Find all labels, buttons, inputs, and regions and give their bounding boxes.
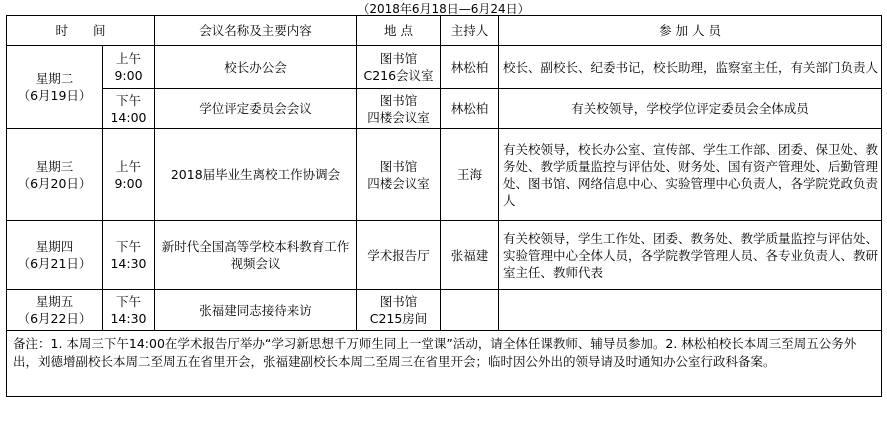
place-cell bbox=[357, 290, 441, 331]
host-name: 林松柏 bbox=[441, 89, 499, 129]
day-label: 星期三 bbox=[35, 158, 74, 174]
schedule-caption: （2018年6月18日—6月24日） bbox=[357, 2, 530, 16]
note-text: 备注：1. 本周三下午14:00在学术报告厅举办“学习新思想千万师生同上一堂课”活动，请全体任课教师、辅导员参加。2. 林松柏校长本周三至周五公务外出，刘德增副校长本周二至周五在省里开会，张福建副校长本周二至周三在省里开会；临时因公外出的领导请及时通知办公室行政科备案。 bbox=[7, 331, 882, 397]
date-label: （6月22日） bbox=[17, 311, 92, 326]
place-line-2: 四楼会议室 bbox=[367, 109, 430, 125]
table-row bbox=[7, 129, 882, 221]
period-label: 下午 bbox=[116, 92, 142, 108]
header-place: 地 点 bbox=[357, 16, 441, 46]
place-line-1: 图书馆 bbox=[379, 51, 418, 66]
header-row bbox=[7, 16, 882, 46]
attendees-text: 有关校领导，学生工作处、团委、教务处、教学质量监控与评估处、实验管理中心全体人员，各学院教学管理人员、各专业负责人、教研室主任、教师代表 bbox=[499, 221, 882, 290]
place-line-2: C215房间 bbox=[369, 311, 428, 326]
place-cell bbox=[357, 46, 441, 89]
host-name: 张福建 bbox=[441, 221, 499, 290]
host-name: 王海 bbox=[441, 129, 499, 221]
day-label: 星期五 bbox=[35, 294, 74, 309]
table-row bbox=[7, 46, 882, 89]
day-cell bbox=[7, 46, 103, 129]
meeting-name: 新时代全国高等学校本科教育工作视频会议 bbox=[155, 221, 357, 290]
day-cell bbox=[7, 129, 103, 221]
period-label: 下午 bbox=[116, 239, 142, 254]
attendees-text bbox=[499, 290, 882, 331]
day-label: 星期二 bbox=[35, 71, 74, 86]
attendees-text: 校长、副校长、纪委书记，校长助理，监察室主任，有关部门负责人 bbox=[499, 46, 882, 89]
host-name bbox=[441, 290, 499, 331]
place-cell bbox=[357, 221, 441, 290]
place-line-1: 图书馆 bbox=[379, 294, 418, 309]
header-attendees: 参 加 人 员 bbox=[499, 16, 882, 46]
place-line-1: 学术报告厅 bbox=[367, 247, 430, 263]
header-time: 时 间 bbox=[7, 16, 155, 46]
meeting-name: 2018届毕业生离校工作协调会 bbox=[155, 129, 357, 221]
meeting-name: 校长办公会 bbox=[155, 46, 357, 89]
attendees-text: 有关校领导，校长办公室、宣传部、学生工作部、团委、保卫处、教务处、教学质量监控与评估处、财务处、国有资产管理处、后勤管理处、图书馆、网络信息中心、实验管理中心负责人，各学院党政负责人 bbox=[499, 129, 882, 221]
place-line-1: 图书馆 bbox=[379, 158, 418, 174]
note-row bbox=[7, 331, 882, 397]
time-cell bbox=[103, 89, 155, 129]
meeting-name: 学位评定委员会会议 bbox=[155, 89, 357, 129]
table-row bbox=[7, 89, 882, 129]
time-cell bbox=[103, 46, 155, 89]
period-label: 下午 bbox=[116, 294, 142, 309]
period-label: 上午 bbox=[116, 158, 142, 174]
time-label: 14:00 bbox=[110, 109, 147, 125]
meeting-schedule-table bbox=[6, 15, 882, 397]
time-label: 9:00 bbox=[114, 68, 143, 83]
day-cell bbox=[7, 221, 103, 290]
attendees-text: 有关校领导，学校学位评定委员会全体成员 bbox=[499, 89, 882, 129]
date-label: （6月20日） bbox=[17, 175, 92, 191]
place-cell bbox=[357, 89, 441, 129]
time-label: 9:00 bbox=[114, 175, 143, 191]
date-label: （6月21日） bbox=[17, 256, 92, 271]
date-label: （6月19日） bbox=[17, 88, 92, 103]
day-cell bbox=[7, 290, 103, 331]
place-line-2: C216会议室 bbox=[363, 68, 434, 83]
header-host: 主持人 bbox=[441, 16, 499, 46]
time-label: 14:30 bbox=[110, 256, 147, 271]
period-label: 上午 bbox=[116, 51, 142, 66]
time-label: 14:30 bbox=[110, 311, 147, 326]
place-line-1: 图书馆 bbox=[379, 92, 418, 108]
meeting-name: 张福建同志接待来访 bbox=[155, 290, 357, 331]
place-line-2: 四楼会议室 bbox=[367, 175, 430, 191]
place-cell bbox=[357, 129, 441, 221]
table-row bbox=[7, 290, 882, 331]
host-name: 林松柏 bbox=[441, 46, 499, 89]
day-label: 星期四 bbox=[35, 239, 74, 254]
time-cell bbox=[103, 290, 155, 331]
time-cell bbox=[103, 221, 155, 290]
table-row bbox=[7, 221, 882, 290]
time-cell bbox=[103, 129, 155, 221]
header-meeting: 会议名称及主要内容 bbox=[155, 16, 357, 46]
